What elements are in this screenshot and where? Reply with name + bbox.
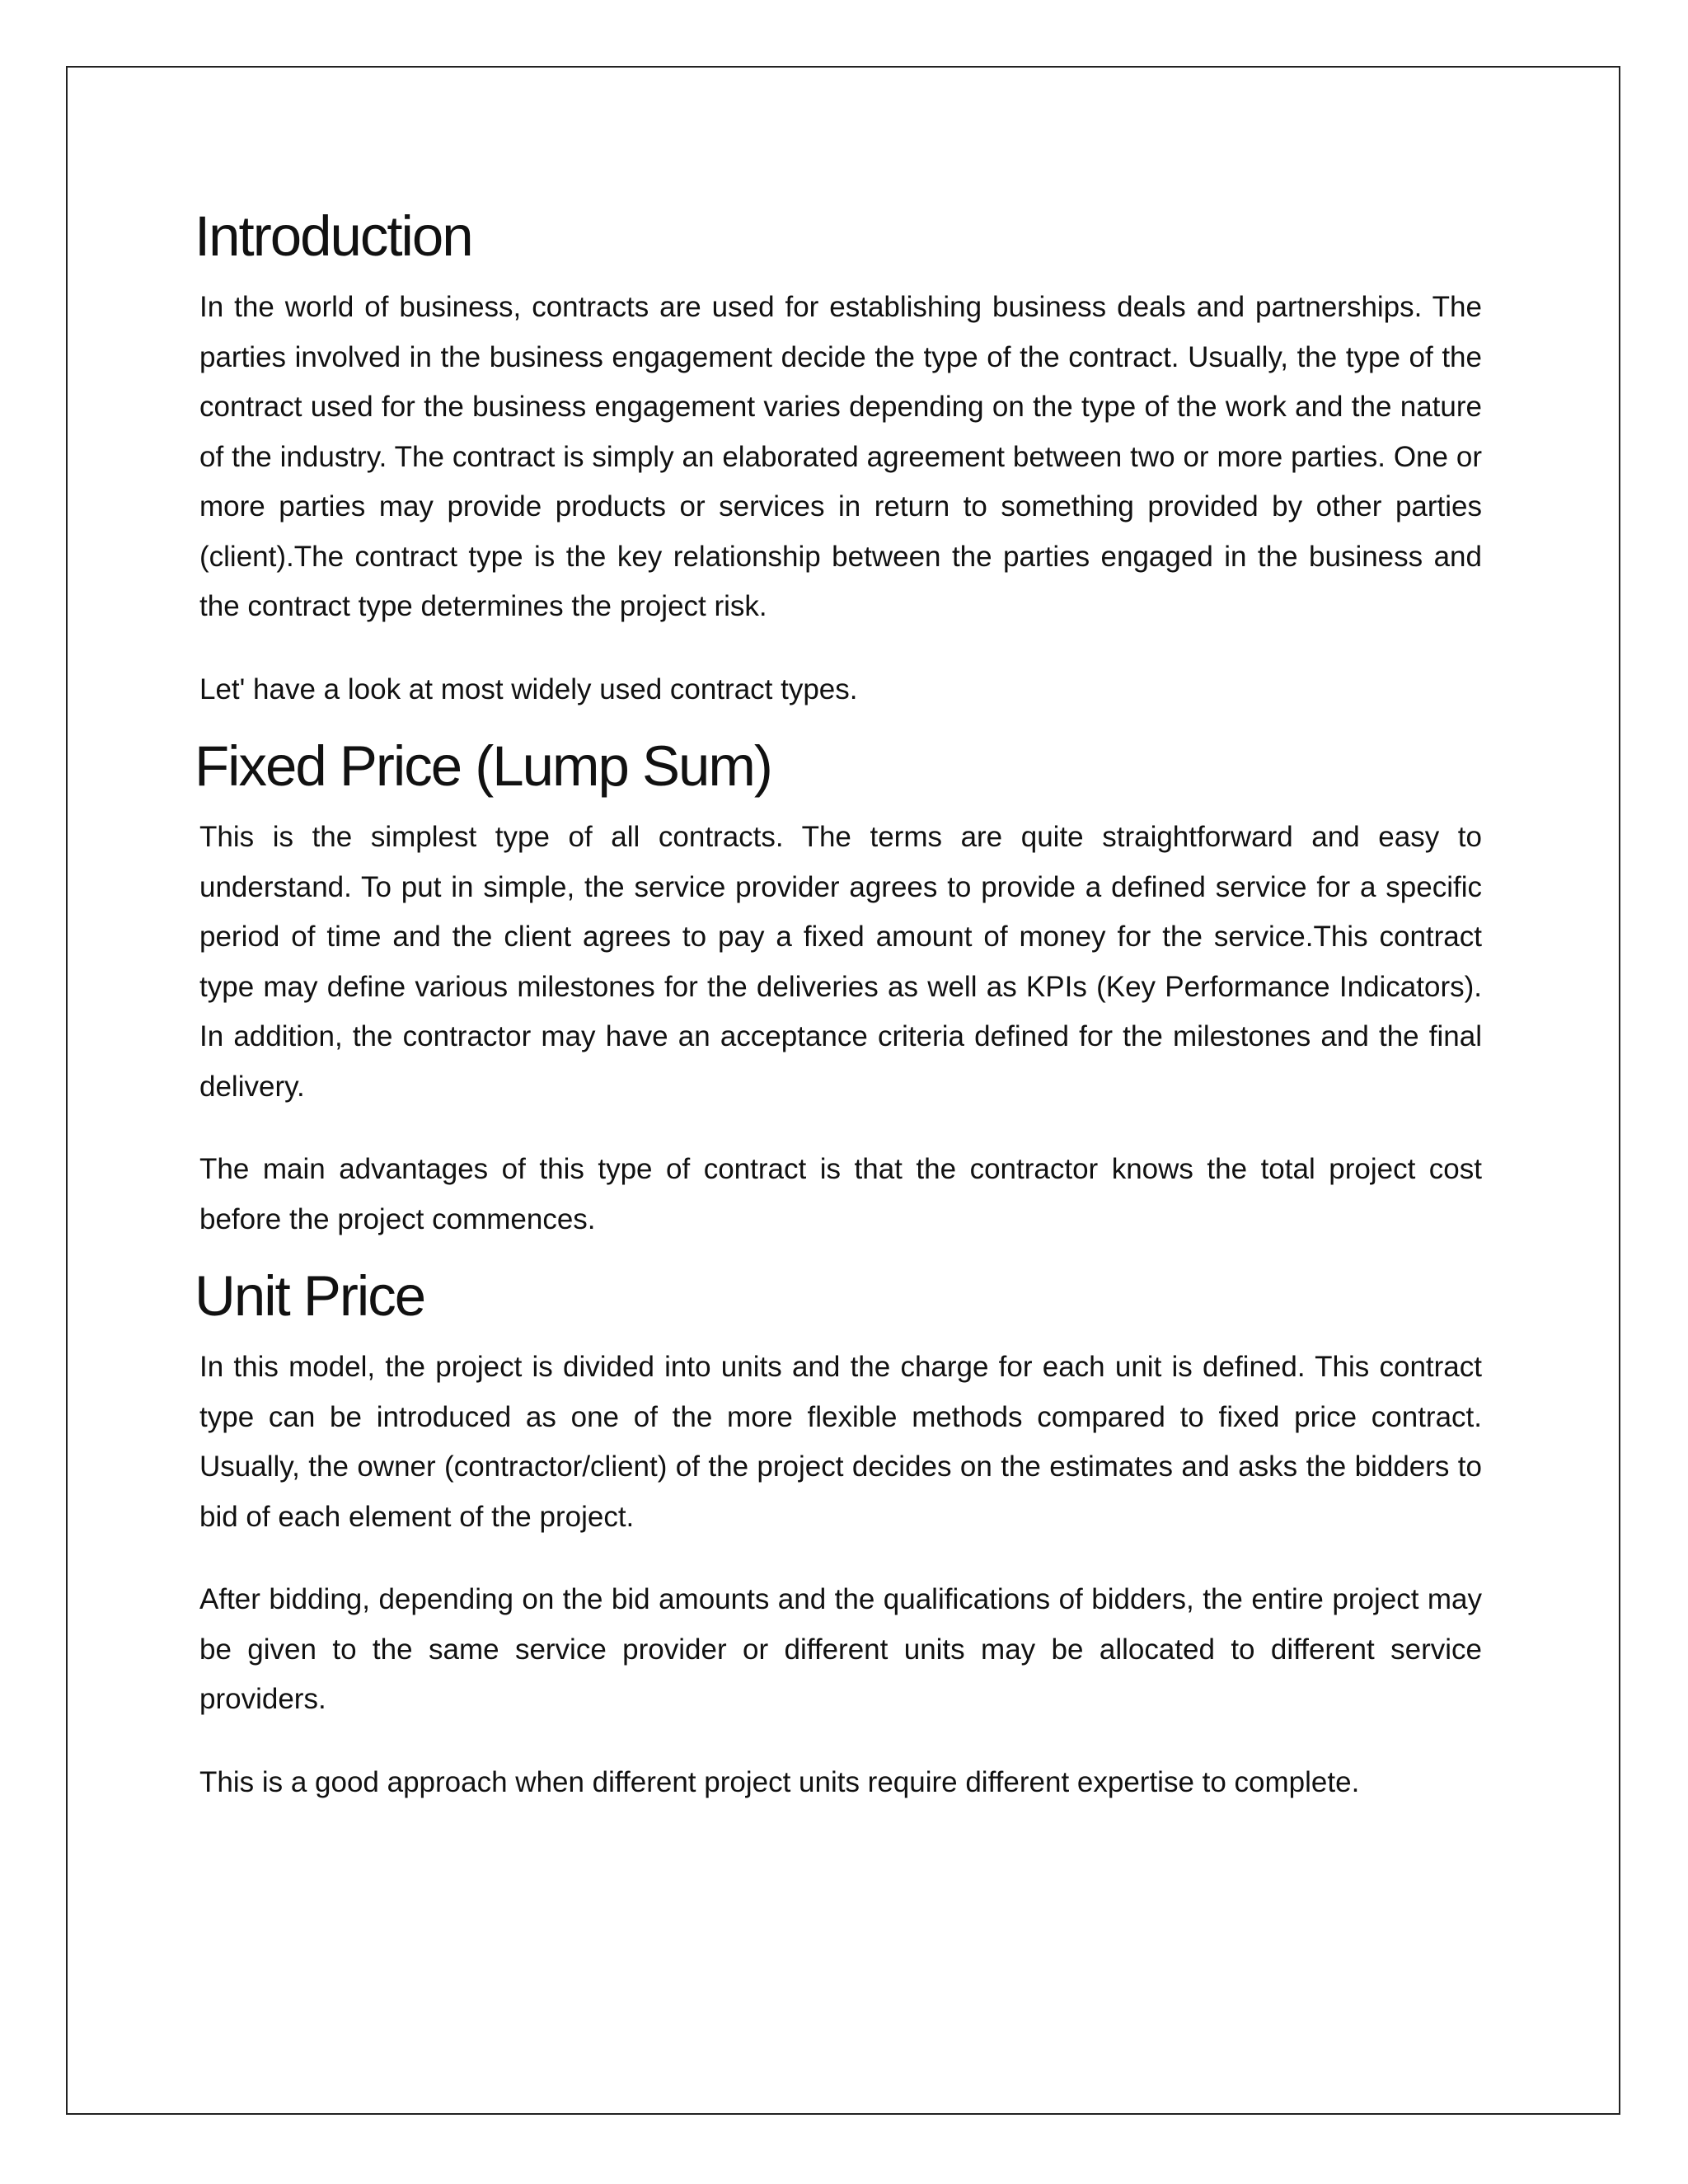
intro-paragraph: Let' have a look at most widely used contract types. <box>199 673 858 705</box>
intro-paragraph: In the world of business, contracts are used for establishing business deals and partnerships. The parties involved in the business engagement decide the type of the contract. Usually, the type of the contract used for the business engagement varies depending on the type of the work and the nature of the industry. The contract is simply an elaborated agreement between two or more parties. One or more parties may provide products or services in return to something provided by other parties (client).The contract type is the key relationship between the parties engaged in the business and the contract type determines the project risk. <box>199 291 1482 622</box>
section-heading-unit-price: Unit Price <box>195 1264 425 1328</box>
section-heading-introduction: Introduction <box>195 204 472 268</box>
unit-price-paragraph: After bidding, depending on the bid amounts and the qualifications of bidders, the entire project may be given to the same service provider or different units may be allocated to different service providers. <box>199 1583 1482 1715</box>
unit-price-paragraph: In this model, the project is divided into units and the charge for each unit is defined. This contract type can be introduced as one of the more flexible methods compared to fixed price contract. Usually, the owner (contractor/client) of the project decides on the estimates and asks the bidders to bid of each element of the project. <box>199 1351 1482 1533</box>
section-heading-fixed-price: Fixed Price (Lump Sum) <box>195 734 771 798</box>
unit-price-paragraph: This is a good approach when different project units require different expertise to complete. <box>199 1765 1360 1798</box>
document-body <box>195 196 1482 1807</box>
fixed-price-paragraph: The main advantages of this type of contract is that the contractor knows the total project cost before the project commences. <box>199 1153 1482 1235</box>
fixed-price-paragraph: This is the simplest type of all contracts. The terms are quite straightforward and easy to understand. To put in simple, the service provider agrees to provide a defined service for a specific period of time and the client agrees to pay a fixed amount of money for the service.This contract type may define various milestones for the deliveries as well as KPIs (Key Performance Indicators). In addition, the contractor may have an acceptance criteria defined for the milestones and the final delivery. <box>199 821 1482 1103</box>
